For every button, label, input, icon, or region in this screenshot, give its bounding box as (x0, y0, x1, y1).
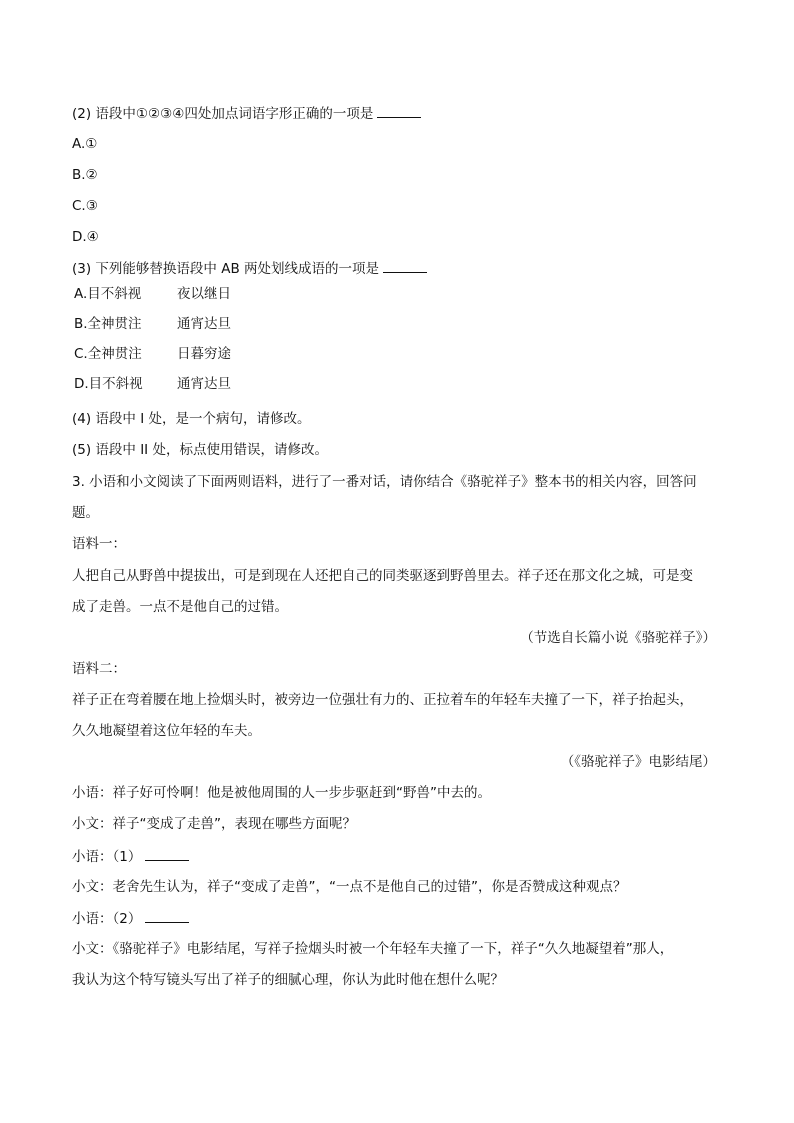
answer-blank[interactable] (377, 103, 421, 118)
material-1-text-line-1: 人把自己从野兽中提拔出，可是到现在人还把自己的同类驱逐到野兽里去。祥子还在那文化之城，可是变 (72, 568, 693, 584)
material-2-label: 语料二： (72, 661, 126, 677)
answer-blank[interactable] (383, 258, 427, 273)
question-3-main-line-1: 3. 小语和小文阅读了下面两则语料，进行了一番对话，请你结合《骆驼祥子》整本书的相关内容，回答问 (72, 474, 697, 490)
option-word-2: 通宵达旦 (177, 376, 231, 392)
dialogue-line: 我认为这个特写镜头写出了祥子的细腻心理，你认为此时他在想什么呢？ (72, 972, 504, 988)
option-word-1: A.目不斜视 (74, 286, 142, 302)
dialogue-line: 小语：祥子好可怜啊！他是被他周围的人一步步驱赶到“野兽”中去的。 (72, 785, 491, 801)
answer-blank[interactable] (145, 846, 189, 861)
question-3-stem: (3) 下列能够替换语段中 AB 两处划线成语的一项是 (72, 258, 427, 279)
material-2-text-line-2: 久久地凝望着这位年轻的车夫。 (72, 723, 261, 739)
option-word-1: C.全神贯注 (74, 346, 142, 362)
question-2-option-d[interactable]: D.④ (72, 229, 99, 245)
option-word-2: 日暮穷途 (177, 346, 231, 362)
material-1-label: 语料一： (72, 536, 126, 552)
dialogue-line: 小文：老舍先生认为，祥子“变成了走兽”，“一点不是他自己的过错”，你是否赞成这种观点？ (72, 879, 627, 895)
dialogue-line: 小文：《骆驼祥子》电影结尾，写祥子捡烟头时被一个年轻车夫撞了一下，祥子“久久地凝望着”那人， (72, 941, 674, 957)
question-5: (5) 语段中 II 处，标点使用错误，请修改。 (72, 442, 328, 458)
question-4: (4) 语段中 I 处，是一个病句，请修改。 (72, 411, 311, 427)
material-1-text-line-2: 成了走兽。一点不是他自己的过错。 (72, 599, 288, 615)
option-word-1: D.目不斜视 (74, 376, 143, 392)
material-2-text-line-1: 祥子正在弯着腰在地上捡烟头时，被旁边一位强壮有力的、正拉着车的年轻车夫撞了一下，祥子抬起头， (72, 692, 693, 708)
question-2-option-b[interactable]: B.② (72, 167, 98, 183)
option-word-2: 通宵达旦 (177, 316, 231, 332)
question-2-option-c[interactable]: C.③ (72, 198, 98, 214)
material-2-source: （《骆驼祥子》电影结尾） (560, 754, 716, 770)
material-1-source: （节选自长篇小说《骆驼祥子》） (520, 630, 716, 646)
dialogue-line: 小文：祥子“变成了走兽”，表现在哪些方面呢？ (72, 816, 356, 832)
dialogue-line: 小语：（1） (72, 846, 189, 867)
option-word-2: 夜以继日 (177, 286, 231, 302)
question-2-option-a[interactable]: A.① (72, 136, 98, 152)
answer-blank[interactable] (145, 908, 189, 923)
question-3-main-line-2: 题。 (72, 505, 99, 521)
question-2-stem: (2) 语段中①②③④四处加点词语字形正确的一项是 (72, 103, 421, 124)
dialogue-line: 小语：（2） (72, 908, 189, 929)
option-word-1: B.全神贯注 (74, 316, 142, 332)
